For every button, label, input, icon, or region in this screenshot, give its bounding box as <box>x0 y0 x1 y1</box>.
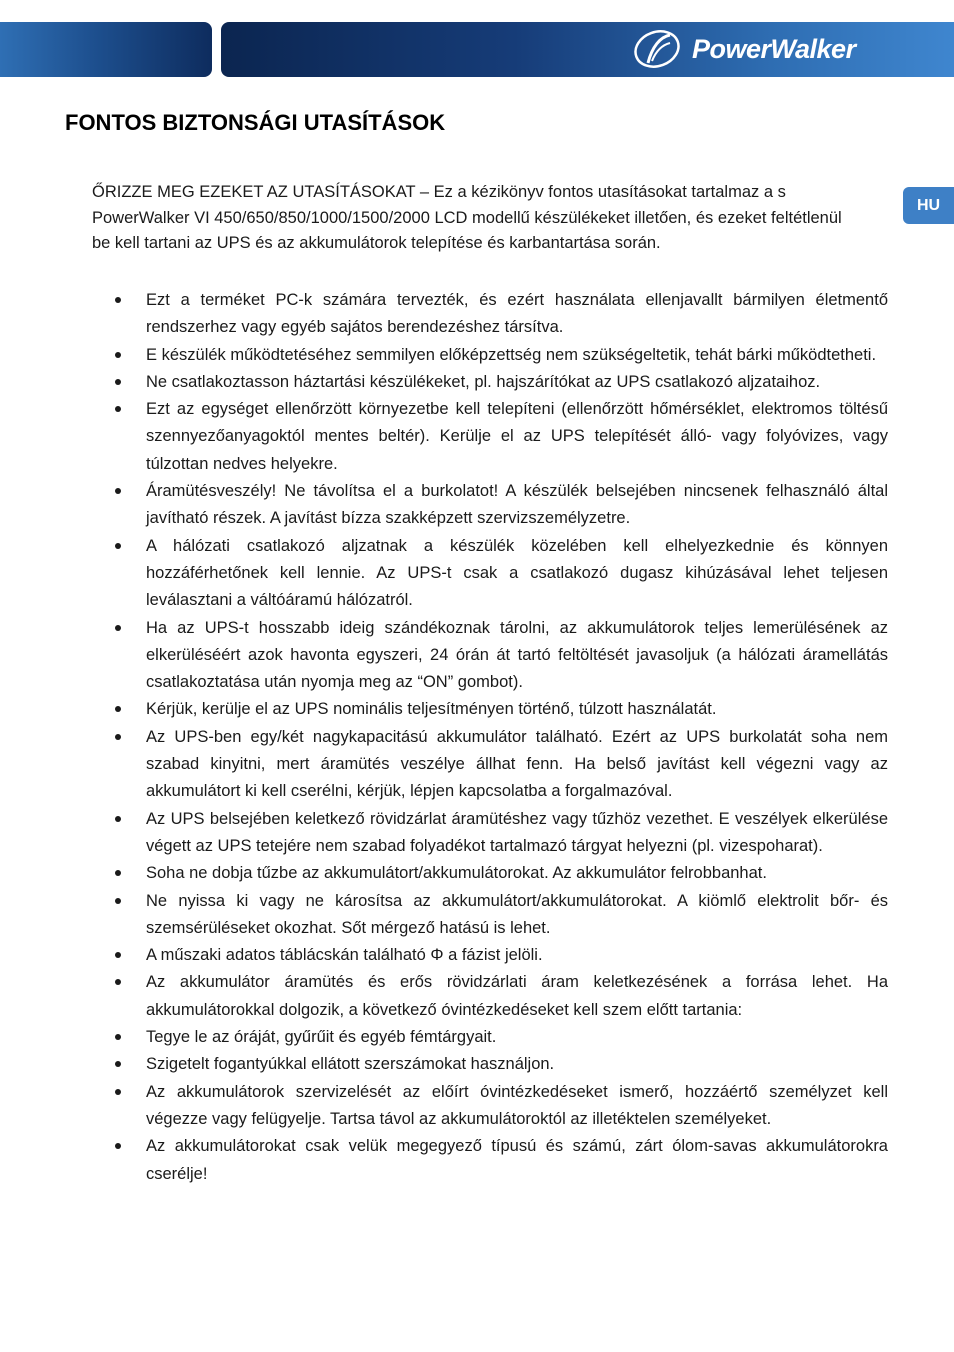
list-item <box>146 888 888 943</box>
list-item-text: Soha ne dobja tűzbe az akkumulátort/akkumulátorokat. Az akkumulátor felrobbanhat. <box>146 864 767 883</box>
safety-instructions-list <box>0 287 954 1188</box>
bullet-dot-icon <box>115 488 121 494</box>
list-item-text: Ha az UPS-t hosszabb ideig szándékoznak tárolni, az akkumulátorok teljes lemerülésének az elkerüléséért azok havonta egyszeri, 24 órán át tartó feltöltését javasoljuk (a hálózati áramellátás csatlakoztatása után nyomja meg az “ON” gombot). <box>146 618 888 692</box>
list-item-text: A hálózati csatlakozó aljzatnak a készülék közelében kell elhelyezkednie és könnyen hozzáférhetőnek kell lennie. Az UPS-t csak a csatlakozó dugasz kihúzásával lehet teljesen leválasztani a váltóáramú hálózatról. <box>146 536 888 610</box>
list-item <box>146 1024 888 1051</box>
list-item <box>146 342 888 369</box>
list-item-text: Tegye le az óráját, gyűrűit és egyéb fémtárgyait. <box>146 1028 497 1047</box>
list-item-text: Ezt a terméket PC-k számára tervezték, és ezért használata ellenjavallt bármilyen életmentő rendszerhez vagy egyéb sajátos berendezéshez társítva. <box>146 291 888 337</box>
list-item <box>146 724 888 806</box>
list-item <box>146 533 888 615</box>
language-tab[interactable]: HU <box>903 187 954 224</box>
list-item-text: Az UPS-ben egy/két nagykapacitású akkumulátor található. Ezért az UPS burkolatát soha nem szabad kinyitni, mert áramütés veszélye állhat fenn. Ha belső javítást kell végezni vagy az akkumulátort ki kell cserélni, kérjük, lépjen kapcsolatba a forgalmazóval. <box>146 727 888 801</box>
bullet-dot-icon <box>115 406 121 412</box>
list-item-text: Az akkumulátor áramütés és erős rövidzárlati áram keletkezésének a forrása lehet. Ha akkumulátorokkal dolgozik, a következő óvintézkedéseket kell szem előtt tartania: <box>146 973 888 1019</box>
intro-paragraph: ŐRIZZE MEG EZEKET AZ UTASÍTÁSOKAT – Ez a kézikönyv fontos utasításokat tartalmaz a s PowerWalker VI 450/650/850/1000/1500/2000 LCD modellű készülékeket illetően, és ezeket feltétlenül be kell tartani az UPS és az akkumulátorok telepítése és karbantartása során. <box>92 183 842 252</box>
brand-logo <box>630 26 856 72</box>
bullet-dot-icon <box>115 379 121 385</box>
bullet-dot-icon <box>115 297 121 303</box>
list-item-text: Ne nyissa ki vagy ne károsítsa az akkumulátort/akkumulátorokat. A kiömlő elektrolit bőr- és szemsérüléseket okozhat. Sőt mérgező hatású is lehet. <box>146 891 888 937</box>
brand-name: PowerWalker <box>692 33 856 64</box>
bullet-dot-icon <box>115 1143 121 1149</box>
list-item-text: Az UPS belsejében keletkező rövidzárlat áramütéshez vagy tűzhöz vezethet. E veszélyek elkerülése végett az UPS tetejére nem szabad folyadékot tartalmazó tárgyat helyezni (pl. vizespoharat). <box>146 809 888 855</box>
list-item-text: Áramütésveszély! Ne távolítsa el a burkolatot! A készülék belsejében nincsenek felhasználó által javítható részek. A javítást bízza szakképzett szervizszemélyzetre. <box>146 482 888 528</box>
list-item <box>146 1079 888 1134</box>
bullet-dot-icon <box>115 870 121 876</box>
list-item-text: Szigetelt fogantyúkkal ellátott szerszámokat használjon. <box>146 1055 555 1074</box>
list-item-text: Kérjük, kerülje el az UPS nominális teljesítményen történő, túlzott használatát. <box>146 700 717 719</box>
list-item-text: A műszaki adatos táblácskán található Φ a fázist jelöli. <box>146 946 543 965</box>
bullet-dot-icon <box>115 1034 121 1040</box>
bullet-dot-icon <box>115 352 121 358</box>
list-item <box>146 396 888 478</box>
powerwalker-swirl-logo-icon <box>630 27 684 71</box>
list-item-text: E készülék működtetéséhez semmilyen előképzettség nem szükségeltetik, tehát bárki működtetheti. <box>146 345 877 364</box>
list-item-text: Ezt az egységet ellenőrzött környezetbe kell telepíteni (ellenőrzött hőmérséklet, elektromos töltésű szennyezőanyagoktól mentes beltér). Kerülje el az UPS telepítését álló- vagy folyóvizes, vagy túlzottan nedves helyekre. <box>146 400 888 473</box>
list-item <box>146 806 888 861</box>
bullet-dot-icon <box>115 734 121 740</box>
list-item-text: Az akkumulátorokat csak velük megegyező típusú és számú, zárt ólom-savas akkumulátorokra cserélje! <box>146 1137 888 1183</box>
bullet-dot-icon <box>115 543 121 549</box>
bullet-dot-icon <box>115 625 121 631</box>
bullet-dot-icon <box>115 898 121 904</box>
bullet-dot-icon <box>115 1061 121 1067</box>
bullet-dot-icon <box>115 952 121 958</box>
list-item-text: Az akkumulátorok szervizelését az előírt óvintézkedéseket ismerő, hozzáértő személyzet kell végezze vagy felügyelje. Tartsa távol az akkumulátoroktól az illetéktelen személyeket. <box>146 1082 888 1128</box>
page-title: FONTOS BIZTONSÁGI UTASÍTÁSOK <box>65 110 446 135</box>
header-banner-left <box>0 22 212 77</box>
list-item <box>146 478 888 533</box>
list-item <box>146 369 888 396</box>
list-item <box>146 1051 888 1078</box>
list-item-text: Ne csatlakoztasson háztartási készülékeket, pl. hajszárítókat az UPS csatlakozó aljzataihoz. <box>146 372 821 391</box>
list-item <box>146 696 888 723</box>
bullet-dot-icon <box>115 706 121 712</box>
bullet-dot-icon <box>115 1089 121 1095</box>
list-item <box>146 1133 888 1188</box>
list-item <box>146 969 888 1024</box>
list-item <box>146 287 888 342</box>
list-item <box>146 942 888 969</box>
list-item <box>146 615 888 697</box>
list-item <box>146 860 888 887</box>
bullet-dot-icon <box>115 979 121 985</box>
bullet-dot-icon <box>115 816 121 822</box>
